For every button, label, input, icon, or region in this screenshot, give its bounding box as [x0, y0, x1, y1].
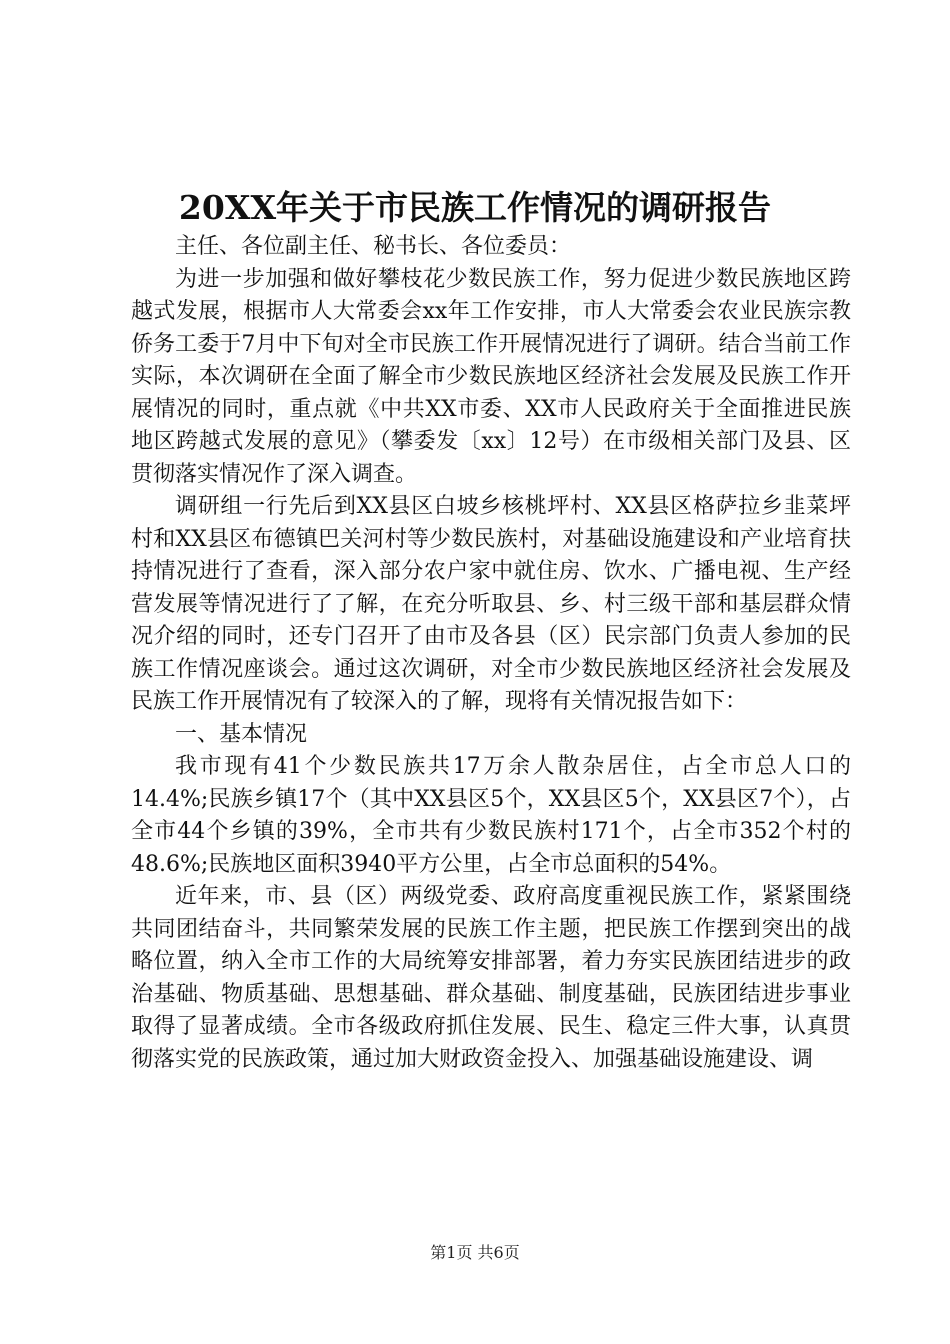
achievements-paragraph: 近年来，市、县（区）两级党委、政府高度重视民族工作，紧紧围绕共同团结奋斗，共同繁荣发展的民族工作主题，把民族工作摆到突出的战略位置，纳入全市工作的大局统筹安排部署，着力夯实民族团结进步的政治基础、物质基础、思想基础、群众基础、制度基础，民族团结进步事业取得了显著成绩。全市各级政府抓住发展、民生、稳定三件大事，认真贯彻落实党的民族政策，通过加大财政资金投入、加强基础设施建设、调 [131, 884, 851, 1072]
salutation-paragraph: 主任、各位副主任、秘书长、各位委员： [175, 234, 572, 259]
statistics-paragraph: 我市现有41个少数民族共17万余人散杂居住，占全市总人口的14.4%;民族乡镇17个（其中XX县区5个，XX县区5个，XX县区7个），占全市44个乡镇的39%，全市共有少数民族村171个，占全市352个村的48.6%;民族地区面积3940平方公里，占全市总面积的54%。 [131, 754, 851, 877]
document-title: 20XX年关于市民族工作情况的调研报告 [178, 188, 772, 227]
section-heading: 一、基本情况 [175, 721, 308, 747]
page-footer: 第1页 共6页 [430, 1243, 520, 1262]
research-paragraph: 调研组一行先后到XX县区白坡乡核桃坪村、XX县区格萨拉乡韭菜坪村和XX县区布德镇巴关河村等少数民族村，对基础设施建设和产业培育扶持情况进行了查看，深入部分农户家中就住房、饮水、广播电视、生产经营发展等情况进行了了解，在充分听取县、乡、村三级干部和基层群众情况介绍的同时，还专门召开了由市及各县（区）民宗部门负责人参加的民族工作情况座谈会。通过这次调研，对全市少数民族地区经济社会发展及民族工作开展情况有了较深入的了解，现将有关情况报告如下： [131, 494, 851, 714]
document-body [131, 231, 851, 1076]
intro-paragraph: 为进一步加强和做好攀枝花少数民族工作，努力促进少数民族地区跨越式发展，根据市人大常委会xx年工作安排，市人大常委会农业民族宗教侨务工委于7月中下旬对全市民族工作开展情况进行了调研。结合当前工作实际，本次调研在全面了解全市少数民族地区经济社会发展及民族工作开展情况的同时，重点就《中共XX市委、XX市人民政府关于全面推进民族地区跨越式发展的意见》（攀委发〔xx〕12号）在市级相关部门及县、区贯彻落实情况作了深入调查。 [131, 266, 851, 487]
